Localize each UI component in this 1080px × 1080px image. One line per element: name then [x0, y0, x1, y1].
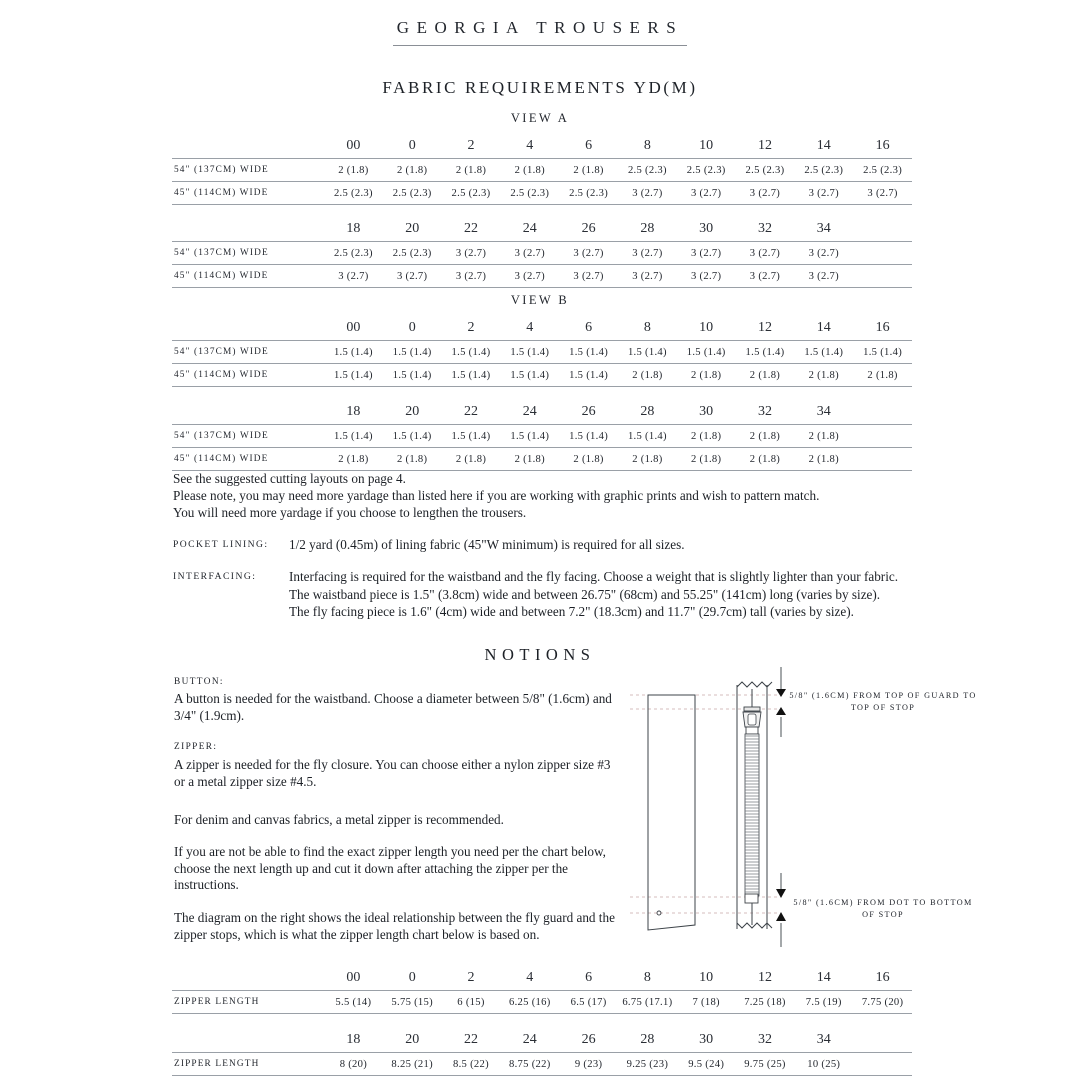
table-row [172, 242, 912, 265]
cell-empty [853, 265, 912, 288]
header-blank [853, 394, 912, 425]
cell: 7.5 (19) [794, 991, 853, 1014]
header-blank [853, 211, 912, 242]
cell: 2 (1.8) [442, 159, 501, 182]
size-header: 2 [467, 970, 475, 985]
size-header: 4 [526, 970, 534, 985]
size-header: 6 [585, 970, 593, 985]
cell: 1.5 (1.4) [677, 341, 736, 364]
table-header-row [172, 960, 912, 991]
row-label-45: 45" (114CM) WIDE [172, 265, 324, 288]
note-line-1: See the suggested cutting layouts on page 4. [173, 471, 406, 486]
header-blank [172, 1022, 324, 1053]
zipper-text-2: For denim and canvas fabrics, a metal zipper is recommended. [174, 812, 504, 827]
cell: 8 (20) [324, 1053, 383, 1076]
cell: 2 (1.8) [383, 159, 442, 182]
cell: 7.25 (18) [736, 991, 795, 1014]
size-header: 22 [463, 1032, 478, 1047]
cell: 3 (2.7) [736, 242, 795, 265]
table-header-row [172, 1022, 912, 1053]
cell: 1.5 (1.4) [500, 364, 559, 387]
size-header: 0 [408, 320, 416, 335]
size-header: 32 [757, 404, 772, 419]
row-label-45: 45" (114CM) WIDE [172, 448, 324, 471]
cell: 1.5 (1.4) [618, 425, 677, 448]
row-label-zipper-length: ZIPPER LENGTH [172, 991, 324, 1014]
cell: 1.5 (1.4) [736, 341, 795, 364]
size-header: 00 [346, 320, 361, 335]
cell: 2.5 (2.3) [736, 159, 795, 182]
cell: 2.5 (2.3) [677, 159, 736, 182]
cell-empty [853, 425, 912, 448]
cell: 2.5 (2.3) [324, 242, 383, 265]
size-header: 12 [757, 970, 772, 985]
cell-empty [853, 1053, 912, 1076]
table-header-row [172, 394, 912, 425]
size-header: 8 [643, 138, 651, 153]
button-subheading: BUTTON: [174, 677, 224, 687]
notions-heading: NOTIONS [484, 645, 596, 664]
size-header: 34 [816, 221, 831, 236]
cell: 3 (2.7) [559, 242, 618, 265]
table-header-row [172, 211, 912, 242]
cell: 2 (1.8) [383, 448, 442, 471]
header-blank [172, 128, 324, 159]
header-blank [172, 394, 324, 425]
fabric-notes [173, 470, 933, 522]
size-header: 30 [699, 404, 714, 419]
cell: 3 (2.7) [559, 265, 618, 288]
size-header: 34 [816, 404, 831, 419]
cell: 1.5 (1.4) [618, 341, 677, 364]
table-row [172, 341, 912, 364]
slider-base [746, 727, 758, 734]
table-row [172, 265, 912, 288]
cell: 10 (25) [794, 1053, 853, 1076]
zipper-text-3: If you are not be able to find the exact zipper length you need per the chart below, choose the next length up and cut it down after attaching the zipper per the instructions. [174, 844, 606, 893]
cell: 2.5 (2.3) [383, 242, 442, 265]
cell-empty [853, 242, 912, 265]
size-header: 2 [467, 138, 475, 153]
size-header: 30 [699, 221, 714, 236]
size-header: 8 [643, 970, 651, 985]
cell: 3 (2.7) [383, 265, 442, 288]
table-header-row [172, 128, 912, 159]
cell: 1.5 (1.4) [324, 425, 383, 448]
size-header: 34 [816, 1032, 831, 1047]
size-header: 00 [346, 138, 361, 153]
row-label-54: 54" (137CM) WIDE [172, 159, 324, 182]
note-line-2: Please note, you may need more yardage than listed here if you are working with graphic prints and wish to pattern match. [173, 488, 820, 504]
masthead [0, 18, 1080, 46]
cell: 1.5 (1.4) [559, 425, 618, 448]
table-row [172, 448, 912, 471]
size-header: 28 [640, 221, 655, 236]
cell: 2 (1.8) [618, 364, 677, 387]
size-header: 20 [405, 404, 420, 419]
cell: 2 (1.8) [324, 159, 383, 182]
cell: 6.75 (17.1) [618, 991, 677, 1014]
header-blank [853, 1022, 912, 1053]
cell: 1.5 (1.4) [442, 425, 501, 448]
page-title: GEORGIA TROUSERS [393, 18, 687, 46]
cell: 2 (1.8) [736, 425, 795, 448]
size-header: 14 [816, 138, 831, 153]
size-header: 28 [640, 404, 655, 419]
cell: 1.5 (1.4) [442, 364, 501, 387]
table-row [172, 182, 912, 205]
cell: 3 (2.7) [794, 242, 853, 265]
cell: 2.5 (2.3) [383, 182, 442, 205]
table-header-row [172, 310, 912, 341]
size-header: 26 [581, 221, 596, 236]
cell: 6.5 (17) [559, 991, 618, 1014]
cell: 2.5 (2.3) [442, 182, 501, 205]
cell: 1.5 (1.4) [500, 341, 559, 364]
cell: 6 (15) [442, 991, 501, 1014]
button-text: A button is needed for the waistband. Choose a diameter between 5/8" (1.6cm) and 3/4" (1.9cm). [174, 691, 612, 723]
cell: 1.5 (1.4) [500, 425, 559, 448]
cell: 1.5 (1.4) [559, 341, 618, 364]
cell: 3 (2.7) [794, 265, 853, 288]
cell: 9.5 (24) [677, 1053, 736, 1076]
header-blank [172, 960, 324, 991]
size-header: 20 [405, 221, 420, 236]
dimension-arrow-top [776, 667, 786, 737]
table-row [172, 159, 912, 182]
interfacing-text [289, 568, 898, 621]
dimension-arrow-bottom [776, 873, 786, 947]
size-header: 10 [699, 138, 714, 153]
cell: 8.75 (22) [500, 1053, 559, 1076]
size-header: 18 [346, 404, 361, 419]
zipper-length-table-small [172, 960, 912, 1014]
bottom-stop [745, 894, 758, 903]
cell: 2.5 (2.3) [324, 182, 383, 205]
size-header: 18 [346, 1032, 361, 1047]
cell: 2.5 (2.3) [853, 159, 912, 182]
header-blank [172, 211, 324, 242]
zipper-subheading: ZIPPER: [174, 742, 218, 752]
fly-guard-shape [648, 695, 695, 930]
cell: 2 (1.8) [677, 364, 736, 387]
row-label-54: 54" (137CM) WIDE [172, 242, 324, 265]
cell: 3 (2.7) [618, 242, 677, 265]
cell: 8.25 (21) [383, 1053, 442, 1076]
size-header: 2 [467, 320, 475, 335]
fabric-table-view-b-large [172, 394, 912, 471]
size-header: 14 [816, 320, 831, 335]
size-header: 16 [875, 970, 890, 985]
size-header: 32 [757, 221, 772, 236]
fabric-requirements-heading: FABRIC REQUIREMENTS YD(M) [382, 78, 698, 97]
size-header: 26 [581, 1032, 596, 1047]
interfacing-line-2: The waistband piece is 1.5" (3.8cm) wide and between 26.75" (68cm) and 55.25" (141cm) long (varies by size). [289, 586, 881, 602]
cell: 3 (2.7) [677, 242, 736, 265]
cell: 2 (1.8) [736, 364, 795, 387]
row-label-54: 54" (137CM) WIDE [172, 425, 324, 448]
size-header: 16 [875, 320, 890, 335]
cell: 2.5 (2.3) [559, 182, 618, 205]
cell: 3 (2.7) [677, 265, 736, 288]
table-row [172, 364, 912, 387]
cell: 3 (2.7) [500, 242, 559, 265]
row-label-54: 54" (137CM) WIDE [172, 341, 324, 364]
cell: 1.5 (1.4) [442, 341, 501, 364]
cell: 3 (2.7) [853, 182, 912, 205]
size-header: 32 [757, 1032, 772, 1047]
cell: 9 (23) [559, 1053, 618, 1076]
size-header: 20 [405, 1032, 420, 1047]
cell: 1.5 (1.4) [383, 364, 442, 387]
size-header: 6 [585, 320, 593, 335]
size-header: 14 [816, 970, 831, 985]
cell: 9.25 (23) [618, 1053, 677, 1076]
cell: 9.75 (25) [736, 1053, 795, 1076]
interfacing-line-3: The fly facing piece is 1.6" (4cm) wide and between 7.2" (18.3cm) and 11.7" (29.7cm) tall (varies by size). [289, 604, 854, 620]
cell: 2 (1.8) [618, 448, 677, 471]
cell: 1.5 (1.4) [853, 341, 912, 364]
size-header: 4 [526, 138, 534, 153]
cell: 2 (1.8) [559, 448, 618, 471]
fabric-table-view-b-small [172, 310, 912, 387]
cell: 2 (1.8) [324, 448, 383, 471]
cell: 3 (2.7) [677, 182, 736, 205]
table-row [172, 1053, 912, 1076]
cell: 3 (2.7) [736, 265, 795, 288]
top-stop [744, 707, 760, 711]
cell: 6.25 (16) [500, 991, 559, 1014]
pocket-lining-term: POCKET LINING: [173, 539, 269, 550]
interfacing-block [173, 568, 933, 621]
size-header: 0 [408, 970, 416, 985]
cell: 1.5 (1.4) [794, 341, 853, 364]
tape-top-torn-edge [737, 682, 772, 687]
cell: 1.5 (1.4) [559, 364, 618, 387]
cell: 5.75 (15) [383, 991, 442, 1014]
cell: 2.5 (2.3) [618, 159, 677, 182]
size-header: 22 [463, 221, 478, 236]
cell: 3 (2.7) [736, 182, 795, 205]
cell: 2 (1.8) [794, 448, 853, 471]
cell: 2 (1.8) [500, 159, 559, 182]
cell: 1.5 (1.4) [383, 425, 442, 448]
interfacing-term: INTERFACING: [173, 571, 257, 582]
zipper-length-table-large [172, 1022, 912, 1076]
cell: 3 (2.7) [324, 265, 383, 288]
view-a-label: VIEW A [510, 111, 570, 125]
header-blank [172, 310, 324, 341]
size-header: 10 [699, 320, 714, 335]
size-header: 26 [581, 404, 596, 419]
cell: 7 (18) [677, 991, 736, 1014]
row-label-zipper-length: ZIPPER LENGTH [172, 1053, 324, 1076]
cell: 2 (1.8) [677, 425, 736, 448]
diagram-caption-bottom: 5/8" (1.6CM) FROM DOT TO BOTTOM OF STOP [793, 898, 973, 919]
size-header: 4 [526, 320, 534, 335]
cell: 8.5 (22) [442, 1053, 501, 1076]
table-row [172, 991, 912, 1014]
size-header: 16 [875, 138, 890, 153]
size-header: 12 [757, 138, 772, 153]
cell: 7.75 (20) [853, 991, 912, 1014]
cell: 5.5 (14) [324, 991, 383, 1014]
row-label-45: 45" (114CM) WIDE [172, 364, 324, 387]
cell: 3 (2.7) [794, 182, 853, 205]
interfacing-line-1: Interfacing is required for the waistband and the fly facing. Choose a weight that is slightly lighter than your fabric. [289, 569, 899, 584]
zipper-text-4: The diagram on the right shows the ideal relationship between the fly guard and the zipper stops, which is what the zipper length chart below is based on. [174, 910, 615, 942]
cell: 1.5 (1.4) [324, 364, 383, 387]
cell: 2 (1.8) [794, 364, 853, 387]
size-header: 18 [346, 221, 361, 236]
size-header: 6 [585, 138, 593, 153]
diagram-caption-top: 5/8" (1.6CM) FROM TOP OF GUARD TO TOP OF STOP [789, 691, 977, 712]
size-header: 24 [522, 404, 537, 419]
cell: 1.5 (1.4) [324, 341, 383, 364]
note-line-3: You will need more yardage if you choose to lengthen the trousers. [173, 505, 527, 521]
cell: 3 (2.7) [618, 182, 677, 205]
view-b-label: VIEW B [510, 293, 570, 307]
size-header: 30 [699, 1032, 714, 1047]
size-header: 12 [757, 320, 772, 335]
cell: 2.5 (2.3) [500, 182, 559, 205]
slider-pull-tab [748, 714, 756, 725]
zipper-text-1: A zipper is needed for the fly closure. You can choose either a nylon zipper size #3 or a metal zipper size #4.5. [174, 757, 611, 789]
size-header: 00 [346, 970, 361, 985]
cell: 2 (1.8) [853, 364, 912, 387]
cell: 3 (2.7) [442, 265, 501, 288]
pocket-lining-block [173, 536, 933, 554]
fabric-table-view-a-small [172, 128, 912, 205]
cell: 2 (1.8) [442, 448, 501, 471]
pocket-lining-text: 1/2 yard (0.45m) of lining fabric (45"W minimum) is required for all sizes. [289, 537, 685, 552]
fabric-table-view-a-large [172, 211, 912, 288]
cell: 2 (1.8) [559, 159, 618, 182]
cell: 1.5 (1.4) [383, 341, 442, 364]
size-header: 28 [640, 1032, 655, 1047]
cell: 3 (2.7) [442, 242, 501, 265]
cell: 2 (1.8) [736, 448, 795, 471]
cell: 2 (1.8) [794, 425, 853, 448]
size-header: 0 [408, 138, 416, 153]
size-header: 22 [463, 404, 478, 419]
cell: 3 (2.7) [618, 265, 677, 288]
cell: 2 (1.8) [500, 448, 559, 471]
table-row [172, 425, 912, 448]
size-header: 24 [522, 221, 537, 236]
row-label-45: 45" (114CM) WIDE [172, 182, 324, 205]
zipper-teeth-column [745, 734, 759, 896]
size-header: 8 [643, 320, 651, 335]
cell: 2.5 (2.3) [794, 159, 853, 182]
cell-empty [853, 448, 912, 471]
size-header: 24 [522, 1032, 537, 1047]
cell: 3 (2.7) [500, 265, 559, 288]
size-header: 10 [699, 970, 714, 985]
cell: 2 (1.8) [677, 448, 736, 471]
